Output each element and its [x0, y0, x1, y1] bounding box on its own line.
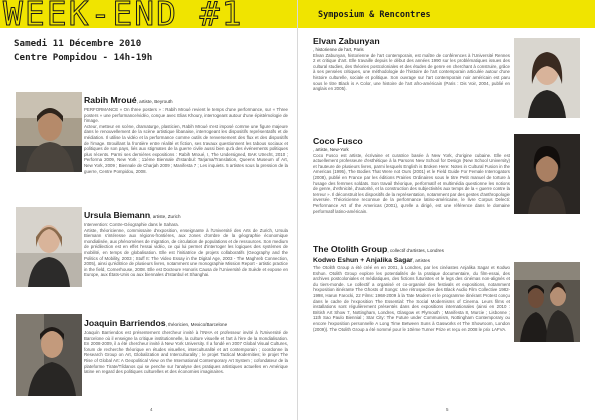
speaker-entry-ursula-biemann — [84, 210, 288, 278]
speaker-entry-coco-fusco — [313, 136, 510, 214]
event-date: Samedi 11 Décembre 2010 — [14, 38, 142, 49]
event-venue: Centre Pompidou - 14h-19h — [14, 52, 153, 63]
speaker-bio: Acteur, metteur en scène, dramaturge, plasticien, Rabih Mroué s'est imposé comme une figure majeure dans le renouvellement de la scène artistique libanaise, interrogeant les dispositifs représentatifs et de médiation. Il utilise la vidéo et la performance comme outils de renversement des flux et des dispositifs de l'image. Brouillant la frontière entre réalité et fiction, ses travaux questionnent les tabous sociaux et politiques de son pays, liés aux stigmates de la guerre civile aussi bien qu'à des événements politiques plus récents. Parmi ses dernières expositions : Rabih Mroué, I, The Undersigned, BAK Utrecht, 2010 ; Performa 2009, New York ; 11ème Biennale d'Istanbul: Tarjama/Translation, Queens Museum of Art, New York, 2009 ; Biennale de Charjah 2009 ; Manifesta 7 ; Les inquiets. 5 artistes sous la pression de la guerre, Centre Pompidou, 2008. — [84, 123, 288, 174]
masthead-title: WEEK-END #1 — [3, 0, 244, 33]
speaker-bio: Coco Fusco est artiste, écrivaine et curatrice basée à New York, d'origine cubaine. Elle est actuellement professeure d'esthétique à la Parsons New School for Design (New School University) et l'auteure de plusieurs livres, parmi lesquels English is Broken Here: Notes in Cultural Fusion in the Americas (1995), The Bodies That Were not Ours (2001) et le Field Guide For Female Interrogators (2008), publié en France par les éditions Prairies Ordinaires sous le titre Petit manuel de torture à l'usage des femmes soldats. Son travail théorique, performatif et multimédia questionne les notions de genre, d'ethnicité, d'autorité, et la construction des subjectivités aux temps de la « guerre contre la terreur ». Il déconstruit les dispositifs de la représentation, notamment par des gestes d'anthropologie inversée. Théoricienne reconnue de la performance latino-américaine, le livre Corpus Delecti: Performance Art of the Americas (2001), qu'elle a dirigé, est une référence dans le domaine performatif latino-américain. — [313, 152, 510, 214]
masthead-subtitle: Symposium & Rencontres — [318, 10, 431, 20]
speaker-name: Coco Fusco — [313, 136, 363, 146]
page-number-left: 4 — [150, 407, 153, 412]
speaker-name: Joaquin Barriendos — [84, 318, 166, 328]
portrait-otolith-group — [514, 262, 580, 342]
page-number-right: 5 — [446, 407, 449, 412]
speaker-name: Ursula Biemann — [84, 210, 151, 220]
date-venue-block — [14, 37, 152, 65]
speaker-subname: Kodwo Eshun + Anjalika Sagar — [313, 257, 413, 264]
speaker-role: , collectif d'artistes, Londres — [387, 248, 444, 253]
speaker-role: , artiste, Zurich — [150, 214, 181, 219]
portrait-joaquin-barriendos — [16, 314, 82, 396]
speaker-subrole: , artistes — [412, 258, 431, 263]
portrait-ursula-biemann — [16, 207, 82, 287]
speaker-entry-elvan-zabunyan — [313, 36, 510, 92]
speaker-name: Rabih Mroué — [84, 95, 137, 105]
speaker-intro: Intervention: Contre-Géographie dans le Sahara. — [84, 222, 179, 227]
speaker-entry-rabih-mroue — [84, 95, 288, 174]
speaker-intro: PERFORMANCE « On three posters » : Rabih Mroué revient le temps d'une performance, sur « Three posters » une performance/vidéo, conçue avec Elias Khoury, interrogeant autour d'une épistémologie de l'image. — [84, 107, 288, 124]
speaker-name: The Otolith Group — [313, 244, 388, 254]
speaker-role: , historienne de l'art, Paris — [313, 47, 364, 52]
speaker-bio: Artiste, théoricienne, commissaire d'exposition, enseignante à l'Université des Arts de Zurich, Ursula Biemann s'intéresse aux régions-frontières, aux zones d'ombre de la géographie économique mondialisée, aux phénomènes de migration, de circulation de populations et de ressources. Son medium de prédilection est en effet l'essai vidéo, ce qui lui permet d'interroger les logiques des systèmes de mobilité, en temps de globalisation. Elle est l'initiatrice de projets collaboratifs (Geography and the Politics of Mobility, 2003 ; Stuff It: The Video Essay in the Digital Age, 2003 - The Maghreb Connection, 2005), ainsi qu'éditrice de plusieurs livres, notamment une monographie Mission Report - artistic practice in the field, Cornerhouse, 2008. Elle est Docteure Honoris Causa de l'Université de Suède et expose en Europe, aux États-Unis ou aux biennales d'Istanbul et Shanghai. — [84, 227, 288, 278]
portrait-coco-fusco — [514, 134, 580, 214]
speaker-entry-joaquin-barriendos — [84, 318, 288, 375]
speaker-entry-otolith-group — [313, 244, 510, 332]
page-gutter — [297, 0, 298, 420]
portrait-elvan-zabunyan — [514, 38, 580, 118]
speaker-bio: The Otolith Group a été créé en en 2001, à Londres, par les cinéastes Anjalika Sagar et Kodwo Eshun. Otolith Group explore les potentialités de la pratique documentaire, du film-essai, des archives postcoloniales et médiatiques, des fictions futuristes et le legs des cinémas non-alignés et du tiers-monde. Le collectif a organisé et co-organisé des festivals et expositions, notamment l'exposition itinérante The Ghosts of Songs: Une rétrospective des Black Audio Film Collective 1982-1998, Harun Farocki, 22 Films: 1968-2009 à la Tate Modern et le programme itinérant Protest conçu dans le cadre de l'exposition The Essential: The Social Modernisms of Cinema. Leurs films et installations sont régulièrement présentés dans des expositions internationales (ainsi en 2010 : British Art Show 7, Nottingham, Londres, Glasgow et Plymouth ; Manifesta 8, Murcie ; Lisbonne ; 11th Sao Paulo Biennial ; Star City: The Future under Communism, Nottingham Contemporary ou encore l'exposition personnelle A Long Time Between Suns à Gasworks et The Showroom, London (2009)). The Otolith Group a été nommé pour le 10ème Turner Prize et reçu en 2008 le prix LAFVA. — [313, 265, 510, 332]
speaker-bio: Elvan Zabunyan, historienne de l'art contemporain, est maître de conférences à l'Université Rennes 2 et critique d'art. Elle travaille depuis le début des années 1990 sur les problématiques issues des cultural studies, des théories postcoloniales et des études de genre en cherchant à construire, grâce à ses pensées critiques, une méthodologie de l'histoire de l'art contemporain articulée autour d'une histoire culturelle, sociale et politique. Son ouvrage sur l'art contemporain noir américain est paru sous le titre Black is A Color, une histoire de l'art afro-américain (Paris : Dis Voir, 2004, publié en anglais en 2005). — [313, 52, 510, 92]
portrait-rabih-mroue — [16, 92, 82, 172]
speaker-name: Elvan Zabunyan — [313, 36, 380, 46]
speaker-role: , artiste, Beyrouth — [136, 99, 173, 104]
speaker-role: , théoricien, Mexico/Barcelone — [165, 322, 228, 327]
speaker-role: , artiste, New-York — [313, 147, 349, 152]
speaker-bio: Joaquín Barriendos est présentement chercheur invité à l'INHA et professeur invité à l'Université de Barcelone où il enseigne la critique institutionnelle, la culture visuelle et l'art à l'ère de la mondialisation. En 2008-2009, il a été chercheur invité à New York University. Il a fondé en 2007 Global Visual Cultures, forum de recherche théorique en études visuelles, interculturalité et art contemporain ; coordonne la Research Group on Art, Globalization and Interculturality ; le projet Tactical Modernities; le projet The Rise of Global Art: A Geopolitical View on the International Contemporary Art System ; cofondateur de la plateforme Tirate/Tíldanos qui se penche sur l'analyse des pratiques artistiques actuelles en Amérique latine en regard des politiques culturelles et des économies imaginaires. — [84, 330, 288, 375]
